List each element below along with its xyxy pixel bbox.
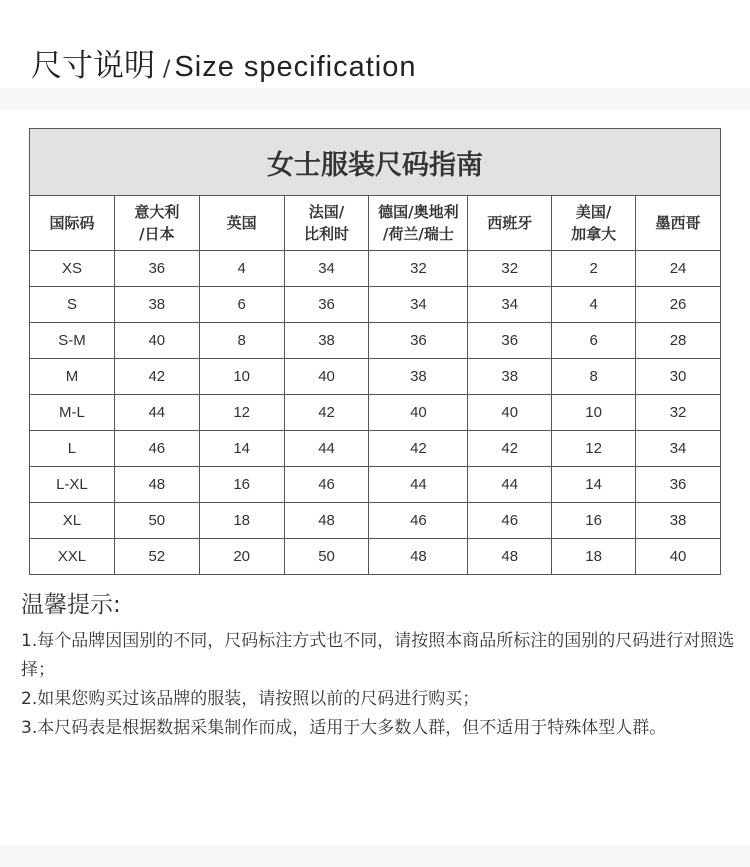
column-header: 国际码 [30, 196, 115, 251]
table-title: 女士服装尺码指南 [30, 129, 721, 196]
tip-item: 1.每个品牌因国别的不同，尺码标注方式也不同，请按照本商品所标注的国别的尺码进行对照选择； [21, 631, 735, 680]
page-header [31, 40, 416, 84]
table-cell: XL [30, 503, 115, 539]
table-cell: 26 [636, 287, 721, 323]
table-cell: 14 [199, 431, 284, 467]
table-cell: 44 [114, 395, 199, 431]
table-cell: 12 [552, 431, 636, 467]
table-cell: 44 [284, 431, 369, 467]
tips-title: 温馨提示: [21, 592, 121, 618]
table-cell: 30 [636, 359, 721, 395]
table-cell: 28 [636, 323, 721, 359]
table-cell: 50 [114, 503, 199, 539]
table-cell: 42 [468, 431, 552, 467]
table-cell: 16 [552, 503, 636, 539]
table-cell: 36 [468, 323, 552, 359]
table-cell: 44 [369, 467, 468, 503]
table-cell: 14 [552, 467, 636, 503]
table-cell: 38 [369, 359, 468, 395]
table-row [30, 503, 721, 539]
table-row [30, 539, 721, 575]
table-cell: 8 [552, 359, 636, 395]
table-cell: 40 [369, 395, 468, 431]
table-cell: 48 [369, 539, 468, 575]
table-cell: XXL [30, 539, 115, 575]
tip-item: 3.本尺码表是根据数据采集制作而成，适用于大多数人群，但不适用于特殊体型人群。 [21, 718, 667, 738]
column-header: 美国/ 加拿大 [552, 196, 636, 251]
table-cell: 34 [468, 287, 552, 323]
table-cell: 20 [199, 539, 284, 575]
table-cell: 38 [284, 323, 369, 359]
table-cell: 34 [369, 287, 468, 323]
table-cell: 42 [284, 395, 369, 431]
table-cell: 40 [468, 395, 552, 431]
table-row [30, 395, 721, 431]
table-row [30, 467, 721, 503]
table-row [30, 287, 721, 323]
table-cell: 12 [199, 395, 284, 431]
table-cell: 40 [636, 539, 721, 575]
header-title-cn: 尺寸说明 [31, 48, 155, 84]
table-cell: 6 [552, 323, 636, 359]
table-cell: 16 [199, 467, 284, 503]
table-cell: 46 [114, 431, 199, 467]
divider-band [0, 88, 750, 110]
table-cell: L-XL [30, 467, 115, 503]
header-separator: / [163, 57, 171, 82]
column-header: 英国 [199, 196, 284, 251]
footer-band [0, 845, 750, 867]
table-cell: 38 [114, 287, 199, 323]
table-cell: 36 [636, 467, 721, 503]
table-row [30, 251, 721, 287]
table-cell: 50 [284, 539, 369, 575]
table-cell: 48 [284, 503, 369, 539]
table-cell: M [30, 359, 115, 395]
table-cell: S-M [30, 323, 115, 359]
tip-item: 2.如果您购买过该品牌的服装，请按照以前的尺码进行购买； [21, 689, 480, 709]
table-cell: 10 [199, 359, 284, 395]
column-header: 意大利 /日本 [114, 196, 199, 251]
table-cell: XS [30, 251, 115, 287]
table-cell: 40 [284, 359, 369, 395]
table-cell: L [30, 431, 115, 467]
size-table [29, 128, 721, 575]
table-cell: 36 [284, 287, 369, 323]
table-cell: 36 [114, 251, 199, 287]
table-header-row [30, 196, 721, 251]
table-cell: 4 [199, 251, 284, 287]
table-cell: 38 [468, 359, 552, 395]
table-cell: 8 [199, 323, 284, 359]
table-row [30, 359, 721, 395]
table-cell: 6 [199, 287, 284, 323]
table-cell: 46 [369, 503, 468, 539]
column-header: 德国/奥地利 /荷兰/瑞士 [369, 196, 468, 251]
table-cell: 2 [552, 251, 636, 287]
table-cell: 24 [636, 251, 721, 287]
table-cell: 32 [468, 251, 552, 287]
table-cell: 42 [114, 359, 199, 395]
column-header: 法国/ 比利时 [284, 196, 369, 251]
column-header: 西班牙 [468, 196, 552, 251]
table-cell: 36 [369, 323, 468, 359]
table-cell: 46 [284, 467, 369, 503]
table-cell: 48 [114, 467, 199, 503]
table-cell: 40 [114, 323, 199, 359]
table-cell: S [30, 287, 115, 323]
table-cell: 10 [552, 395, 636, 431]
table-cell: 34 [284, 251, 369, 287]
table-cell: 18 [552, 539, 636, 575]
column-header: 墨西哥 [636, 196, 721, 251]
table-cell: 46 [468, 503, 552, 539]
table-cell: 38 [636, 503, 721, 539]
table-cell: 42 [369, 431, 468, 467]
table-row [30, 323, 721, 359]
table-cell: 52 [114, 539, 199, 575]
table-cell: 44 [468, 467, 552, 503]
tips-list [21, 627, 736, 743]
table-cell: 4 [552, 287, 636, 323]
table-cell: 34 [636, 431, 721, 467]
table-cell: M-L [30, 395, 115, 431]
table-cell: 32 [636, 395, 721, 431]
table-row [30, 431, 721, 467]
header-title-en: Size specification [174, 51, 417, 83]
table-cell: 48 [468, 539, 552, 575]
table-cell: 32 [369, 251, 468, 287]
table-cell: 18 [199, 503, 284, 539]
